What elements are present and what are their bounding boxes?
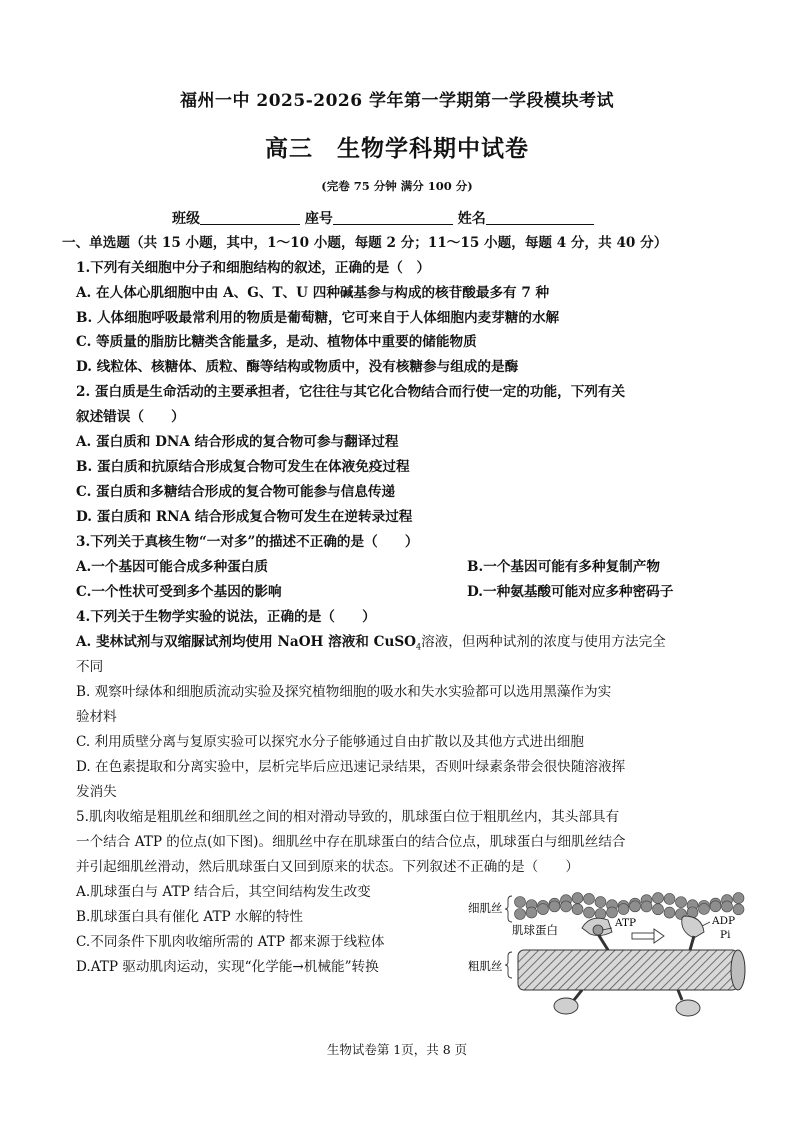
actin-bead: [653, 893, 664, 904]
q4-option-c[interactable]: C. 利用质壁分离与复原实验可以探究水分子能够通过自由扩散以及其他方式进出细胞: [76, 734, 584, 750]
q2-option-d[interactable]: D. 蛋白质和 RNA 结合形成复合物可发生在逆转录过程: [76, 509, 413, 525]
thin-filament-label: 细肌丝: [468, 901, 503, 915]
q3-stem: 3.下列关于真核生物“一对多”的描述不正确的是（ ）: [76, 534, 419, 550]
seat-label: 座号: [304, 211, 333, 227]
actin-bead: [630, 901, 641, 912]
actin-bead: [595, 897, 606, 908]
exam-duration: (完卷 75 分钟 满分 100 分): [321, 179, 473, 193]
adp-label: ADP: [712, 915, 736, 927]
q5-stem-line1: 5.肌肉收缩是粗肌丝和细肌丝之间的相对滑动导致的，肌球蛋白位于粗肌丝内，其头部具有: [76, 809, 620, 825]
q5-option-c[interactable]: C.不同条件下肌肉收缩所需的 ATP 都来源于线粒体: [76, 934, 385, 950]
q4-option-a-subscript: 4: [416, 642, 422, 652]
q5-stem-line3: 并引起细肌丝滑动，然后肌球蛋白又回到原来的状态。下列叙述不正确的是（ ）: [76, 859, 579, 875]
actin-bead: [526, 907, 537, 918]
class-blank[interactable]: [200, 210, 300, 225]
actin-bead: [733, 893, 744, 904]
q4-option-a[interactable]: [76, 632, 666, 658]
q1-option-b[interactable]: B. 人体细胞呼吸最常利用的物质是葡萄糖，它可来自于人体细胞内麦芽糖的水解: [76, 310, 560, 326]
actin-bead: [572, 904, 583, 915]
thick-filament-end: [731, 950, 745, 990]
actin-bead: [710, 901, 721, 912]
thick-filament-bar: [518, 950, 738, 990]
q4-option-d-cont: 发消失: [76, 784, 117, 800]
atp-label: ATP: [615, 917, 637, 929]
thin-filament-beads: [515, 893, 745, 920]
adp-pointer-line: [702, 922, 710, 926]
actin-bead: [561, 901, 572, 912]
actin-bead: [515, 897, 526, 908]
q2-option-a[interactable]: A. 蛋白质和 DNA 结合形成的复合物可参与翻译过程: [76, 434, 399, 450]
actin-bead: [572, 893, 583, 904]
q2-stem-line2: 叙述错误（ ）: [76, 409, 185, 425]
thick-filament-label: 粗肌丝: [468, 959, 503, 973]
actin-bead: [538, 904, 549, 915]
q4-option-d[interactable]: D. 在色素提取和分离实验中，层析完毕后应迅速记录结果，否则叶绿素条带会很快随溶液挥: [76, 759, 626, 775]
section-heading: 一、单选题（共 15 小题，其中，1～10 小题，每题 2 分；11～15 小题，每题 4 分，共 40 分）: [62, 235, 668, 251]
q1-option-c[interactable]: C. 等质量的脂肪比糖类含能量多，是动、植物体中重要的储能物质: [76, 334, 477, 350]
actin-bead: [584, 907, 595, 918]
q3-option-b[interactable]: B.一个基因可能有多种复制产物: [467, 559, 660, 575]
class-label: 班级: [172, 211, 200, 227]
q5-option-a[interactable]: A.肌球蛋白与 ATP 结合后，其空间结构发生改变: [76, 884, 371, 900]
actin-bead: [618, 904, 629, 915]
q2-option-b[interactable]: B. 蛋白质和抗原结合形成复合物可发生在体液免疫过程: [76, 459, 410, 475]
q5-option-b[interactable]: B.肌球蛋白具有催化 ATP 水解的特性: [76, 909, 303, 925]
q3-option-c[interactable]: C.一个性状可受到多个基因的影响: [76, 584, 282, 600]
q1-option-a[interactable]: A. 在人体心肌细胞中由 A、G、T、U 四种碱基参与构成的核苷酸最多有 7 种: [76, 285, 550, 301]
q2-option-c[interactable]: C. 蛋白质和多糖结合形成的复合物可能参与信息传递: [76, 484, 396, 500]
thick-filament-brace: [505, 952, 512, 978]
q1-stem: 1.下列有关细胞中分子和细胞结构的叙述，正确的是（ ）: [76, 260, 431, 276]
actin-bead: [515, 909, 526, 920]
name-blank[interactable]: [486, 210, 594, 225]
seat-blank[interactable]: [333, 210, 453, 225]
q2-stem-line1: 2. 蛋白质是生命活动的主要承担者，它往往与其它化合物结合而行使一定的功能，下列有关: [76, 384, 626, 400]
actin-bead: [664, 893, 675, 904]
actin-bead: [641, 901, 652, 912]
myosin-head-right: [682, 916, 704, 950]
name-label: 姓名: [457, 211, 486, 227]
q4-option-a-rest: 溶液，但两种试剂的浓度与使用方法完全: [421, 634, 666, 650]
q4-option-a-cont: 不同: [76, 659, 104, 675]
actin-bead: [676, 897, 687, 908]
actin-bead: [733, 904, 744, 915]
school-title: 福州一中 2025-2026 学年第一学期第一学段模块考试: [179, 91, 615, 111]
sliding-direction-arrow: [632, 929, 664, 943]
q5-option-d[interactable]: D.ATP 驱动肌肉运动，实现“化学能→机械能”转换: [76, 959, 379, 975]
muscle-filament-diagram: [462, 882, 752, 1022]
q1-option-d[interactable]: D. 线粒体、核糖体、质粒、酶等结构或物质中，没有核糖参与组成的是酶: [76, 359, 519, 375]
q3-option-d[interactable]: D.一种氨基酸可能对应多种密码子: [467, 584, 674, 600]
myosin-head-left: [582, 918, 612, 950]
actin-bead: [722, 901, 733, 912]
actin-bead: [584, 893, 595, 904]
myosin-label: 肌球蛋白: [512, 923, 558, 937]
actin-bead: [549, 901, 560, 912]
myosin-head-bottom-left: [554, 990, 582, 1014]
q4-option-a-bold: A. 斐林试剂与双缩脲试剂均使用 NaOH 溶液和 CuSO: [76, 634, 416, 650]
q4-option-b-cont: 验材料: [76, 709, 117, 725]
student-info-line: [172, 208, 594, 228]
thin-filament-brace: [505, 896, 512, 922]
exam-title: 高三 生物学科期中试卷: [265, 135, 529, 162]
q4-stem: 4.下列关于生物学实验的说法，正确的是（ ）: [76, 609, 376, 625]
q5-stem-line2: 一个结合 ATP 的位点(如下图)。细肌丝中存在肌球蛋白的结合位点，肌球蛋白与细肌丝结合: [76, 834, 626, 850]
myosin-head-bottom-right: [676, 990, 700, 1016]
page-footer: 生物试卷第 1页，共 8 页: [326, 1042, 468, 1057]
q3-option-a[interactable]: A.一个基因可能合成多种蛋白质: [76, 559, 268, 575]
q4-option-b[interactable]: B. 观察叶绿体和细胞质流动实验及探究植物细胞的吸水和失水实验都可以选用黑藻作为实: [76, 684, 612, 700]
actin-bead: [664, 907, 675, 918]
actin-bead: [699, 903, 710, 914]
actin-bead: [653, 904, 664, 915]
pi-label: Pi: [720, 929, 731, 941]
